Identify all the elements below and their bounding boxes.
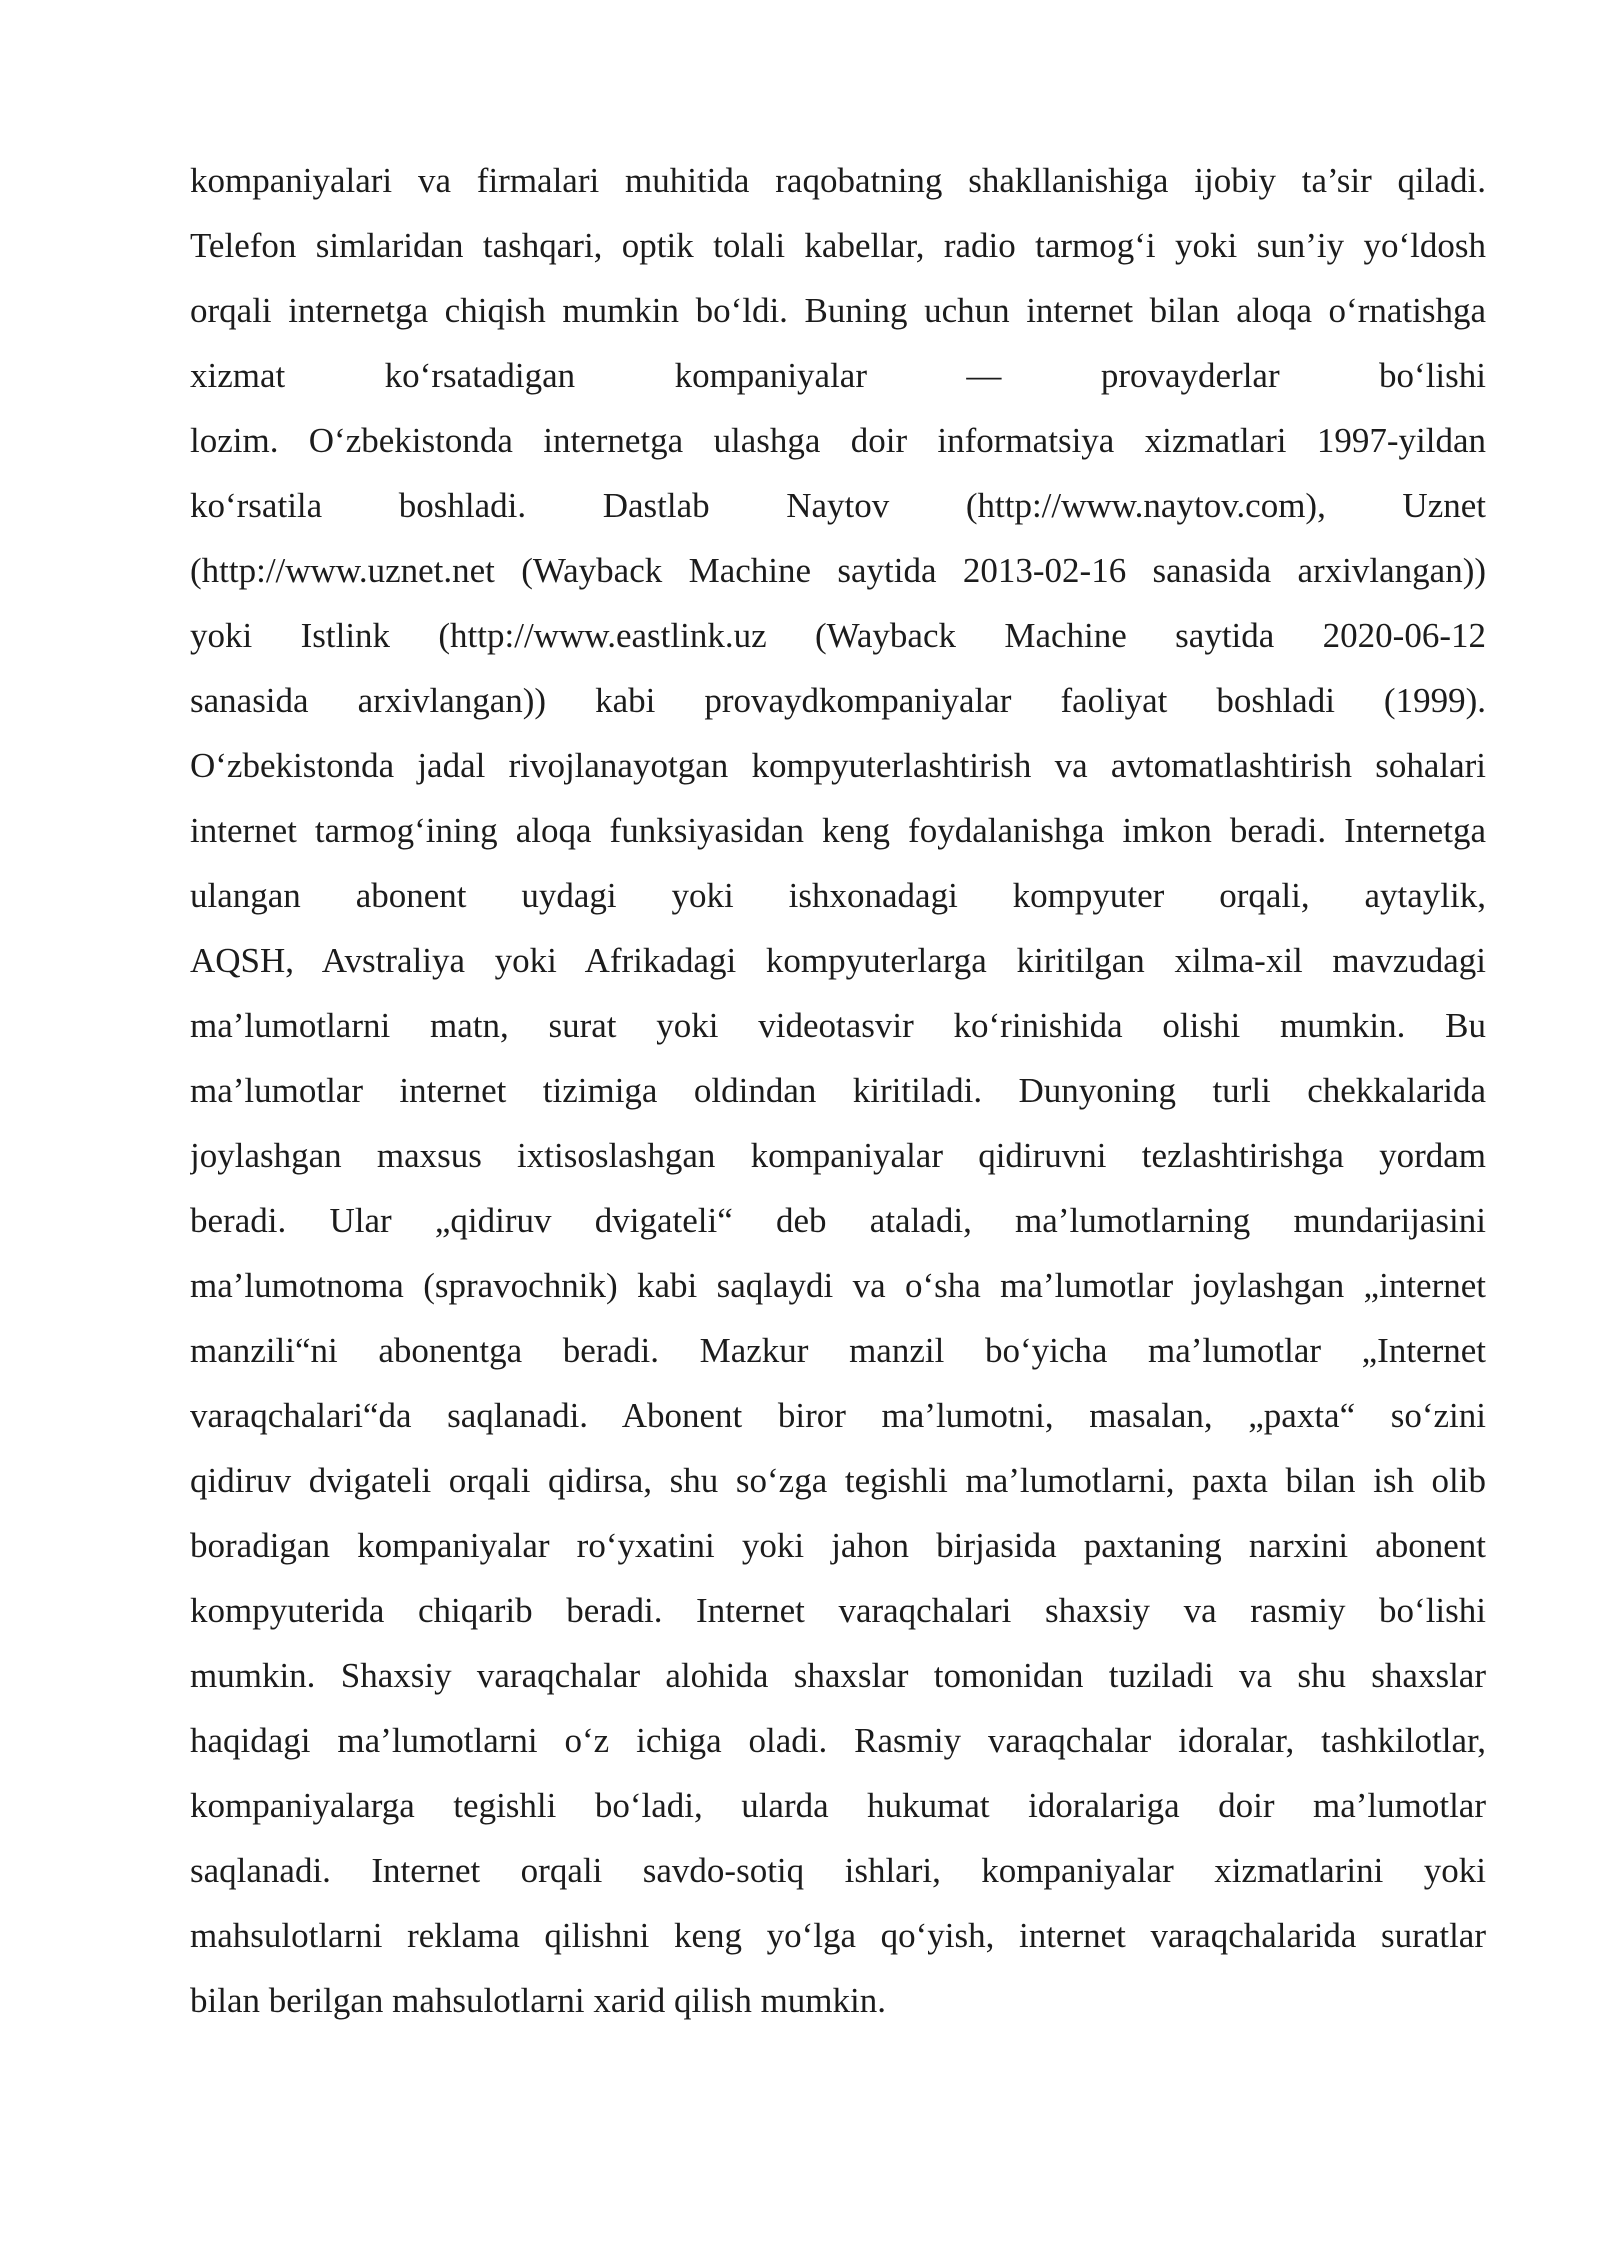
text-line: ko‘rsatila boshladi. Dastlab Naytov (http://www.naytov.com), Uznet xyxy=(190,486,1486,525)
text-line: boradigan kompaniyalar ro‘yxatini yoki jahon birjasida paxtaning narxini abonent xyxy=(190,1526,1486,1565)
text-line: ma’lumotnoma (spravochnik) kabi saqlaydi va o‘sha ma’lumotlar joylashgan „internet xyxy=(190,1266,1486,1305)
text-line: ma’lumotlarni matn, surat yoki videotasvir ko‘rinishida olishi mumkin. Bu xyxy=(190,1006,1486,1045)
body-paragraph xyxy=(190,148,1486,2033)
text-line: yoki Istlink (http://www.eastlink.uz (Wayback Machine saytida 2020-06-12 xyxy=(190,616,1486,655)
text-line: kompaniyalarga tegishli bo‘ladi, ularda hukumat idoralariga doir ma’lumotlar xyxy=(190,1786,1486,1825)
text-line: sanasida arxivlangan)) kabi provaydkompaniyalar faoliyat boshladi (1999). xyxy=(190,681,1486,720)
text-line: lozim. O‘zbekistonda internetga ulashga doir informatsiya xizmatlari 1997-yildan xyxy=(190,421,1486,460)
text-line: kompaniyalari va firmalari muhitida raqobatning shakllanishiga ijobiy ta’sir qiladi. xyxy=(190,161,1486,200)
text-line: Telefon simlaridan tashqari, optik tolali kabellar, radio tarmog‘i yoki sun’iy yo‘ldosh xyxy=(190,226,1486,265)
text-line: ma’lumotlar internet tizimiga oldindan kiritiladi. Dunyoning turli chekkalarida xyxy=(190,1071,1486,1110)
text-line: beradi. Ular „qidiruv dvigateli“ deb ataladi, ma’lumotlarning mundarijasini xyxy=(190,1201,1486,1240)
text-line: varaqchalari“da saqlanadi. Abonent biror ma’lumotni, masalan, „paxta“ so‘zini xyxy=(190,1396,1486,1435)
text-line: qidiruv dvigateli orqali qidirsa, shu so‘zga tegishli ma’lumotlarni, paxta bilan ish olib xyxy=(190,1461,1486,1500)
text-line: mahsulotlarni reklama qilishni keng yo‘lga qo‘yish, internet varaqchalarida suratlar xyxy=(190,1916,1486,1955)
text-line: manzili“ni abonentga beradi. Mazkur manzil bo‘yicha ma’lumotlar „Internet xyxy=(190,1331,1486,1370)
text-line: internet tarmog‘ining aloqa funksiyasidan keng foydalanishga imkon beradi. Internetga xyxy=(190,811,1486,850)
text-line: ulangan abonent uydagi yoki ishxonadagi kompyuter orqali, aytaylik, xyxy=(190,876,1486,915)
text-line: AQSH, Avstraliya yoki Afrikadagi kompyuterlarga kiritilgan xilma-xil mavzudagi xyxy=(190,941,1486,980)
text-line: haqidagi ma’lumotlarni o‘z ichiga oladi. Rasmiy varaqchalar idoralar, tashkilotlar, xyxy=(190,1721,1486,1760)
text-line: saqlanadi. Internet orqali savdo-sotiq ishlari, kompaniyalar xizmatlarini yoki xyxy=(190,1851,1486,1890)
text-line: xizmat ko‘rsatadigan kompaniyalar — provayderlar bo‘lishi xyxy=(190,356,1486,395)
text-line: orqali internetga chiqish mumkin bo‘ldi. Buning uchun internet bilan aloqa o‘rnatishga xyxy=(190,291,1486,330)
text-line: joylashgan maxsus ixtisoslashgan kompaniyalar qidiruvni tezlashtirishga yordam xyxy=(190,1136,1486,1175)
text-line: kompyuterida chiqarib beradi. Internet varaqchalari shaxsiy va rasmiy bo‘lishi xyxy=(190,1591,1486,1630)
text-line: (http://www.uznet.net (Wayback Machine saytida 2013-02-16 sanasida arxivlangan)) xyxy=(190,551,1486,590)
text-line: mumkin. Shaxsiy varaqchalar alohida shaxslar tomonidan tuziladi va shu shaxslar xyxy=(190,1656,1486,1695)
text-line: O‘zbekistonda jadal rivojlanayotgan kompyuterlashtirish va avtomatlashtirish sohalari xyxy=(190,746,1486,785)
text-line: bilan berilgan mahsulotlarni xarid qilish mumkin. xyxy=(190,1981,887,2020)
